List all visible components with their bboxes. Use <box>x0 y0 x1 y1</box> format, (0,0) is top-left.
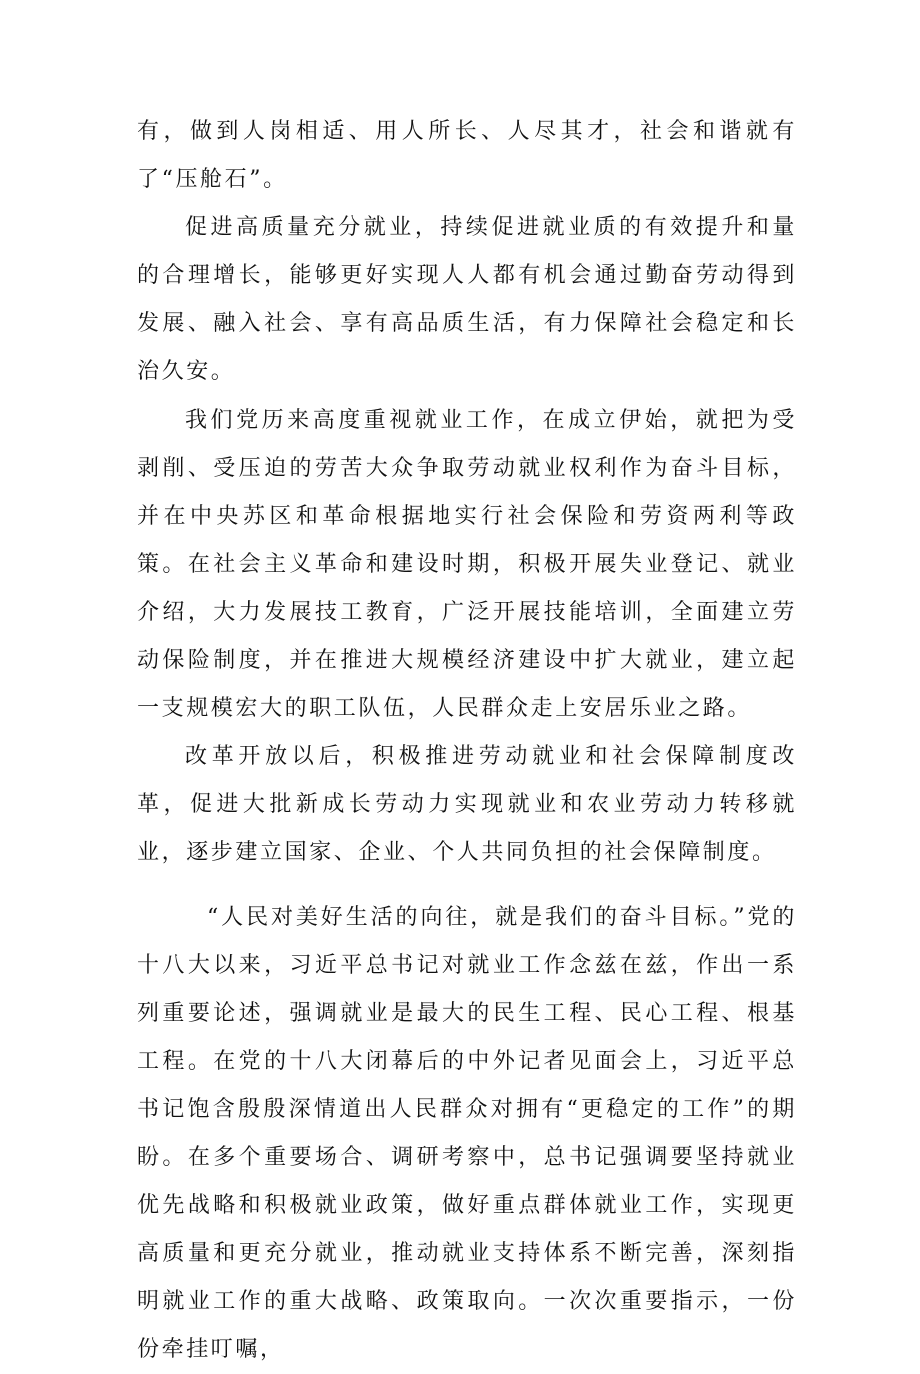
paragraph-employment-quality: 促进高质量充分就业，持续促进就业质的有效提升和量的合理增长，能够更好实现人人都有机会通过勤奋劳动得到发展、融入社会、享有高品质生活，有力保障社会稳定和长治久安。 <box>137 204 797 396</box>
paragraph-party-history: 我们党历来高度重视就业工作，在成立伊始，就把为受剥削、受压迫的劳苦大众争取劳动就业权利作为奋斗目标，并在中央苏区和革命根据地实行社会保险和劳资两利等政策。在社会主义革命和建设时期，积极开展失业登记、就业介绍，大力发展技工教育，广泛开展技能培训，全面建立劳动保险制度，并在推进大规模经济建设中扩大就业，建立起一支规模宏大的职工队伍，人民群众走上安居乐业之路。 <box>137 397 797 734</box>
paragraph-reform-opening: 改革开放以后，积极推进劳动就业和社会保障制度改革，促进大批新成长劳动力实现就业和农业劳动力转移就业，逐步建立国家、企业、个人共同负担的社会保障制度。 <box>137 733 797 877</box>
paragraph-since-18th-congress: “人民对美好生活的向往，就是我们的奋斗目标。”党的十八大以来，习近平总书记对就业工作念兹在兹，作出一系列重要论述，强调就业是最大的民生工程、民心工程、根基工程。在党的十八大闭幕后的中外记者见面会上，习近平总书记饱含殷殷深情道出人民群众对拥有“更稳定的工作”的期盼。在多个重要场合、调研考察中，总书记强调要坚持就业优先战略和积极就业政策，做好重点群体就业工作，实现更高质量和更充分就业，推动就业支持体系不断完善，深刻指明就业工作的重大战略、政策取向。一次次重要指示，一份份牵挂叮嘱， <box>137 894 797 1374</box>
paragraph-continuation: 有，做到人岗相适、用人所长、人尽其才，社会和谐就有了“压舱石”。 <box>137 108 797 204</box>
document-body <box>137 108 797 1374</box>
